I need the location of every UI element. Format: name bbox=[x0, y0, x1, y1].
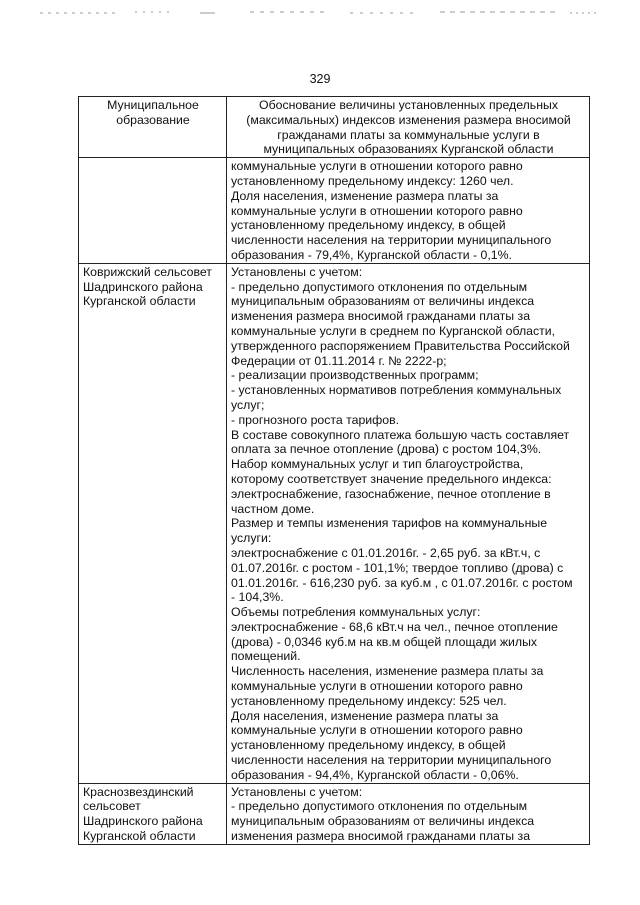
text-line: - 104,3%. bbox=[231, 590, 284, 605]
header-justification bbox=[227, 97, 590, 158]
municipality-line: Курганской области bbox=[83, 829, 196, 844]
text-line: численности населения на территории муниципального bbox=[231, 233, 552, 248]
table-row bbox=[79, 158, 590, 264]
header-line: (максимальных) индексов изменения размера вносимой bbox=[246, 112, 571, 127]
text-line: - предельно допустимого отклонения по отдельным bbox=[231, 799, 528, 814]
header-line: гражданами платы за коммунальные услуги в bbox=[277, 127, 540, 142]
text-line: образования - 94,4%, Курганской области - 0,06%. bbox=[231, 767, 519, 782]
text-line: утвержденного распоряжением Правительства Российской bbox=[231, 338, 570, 353]
text-line: оплата за печное отопление (дрова) с ростом 104,3%. bbox=[231, 442, 542, 457]
text-line: установленному предельному индексу, в общей bbox=[231, 738, 506, 753]
text-line: установленному предельному индексу: 1260 чел. bbox=[231, 173, 514, 188]
municipality-line: сельсовет bbox=[83, 799, 141, 814]
table-header-row bbox=[79, 97, 590, 158]
text-line: Федерации от 01.11.2014 г. № 2222-р; bbox=[231, 353, 447, 368]
header-line: Муниципальное bbox=[107, 98, 199, 112]
scan-artifact-marks bbox=[0, 0, 640, 30]
page-number: 329 bbox=[309, 72, 331, 86]
text-line: изменения размера вносимой гражданами платы за bbox=[231, 309, 531, 324]
municipality-line: Краснозвездинский bbox=[83, 784, 194, 799]
header-line: образование bbox=[116, 112, 190, 127]
municipality-line: Шадринского района bbox=[83, 814, 203, 829]
municipality-line: Шадринского района bbox=[83, 279, 203, 294]
text-line: Набор коммунальных услуг и тип благоустройства, bbox=[231, 457, 524, 472]
text-line: коммунальные услуги в отношении которого равно bbox=[231, 723, 523, 738]
text-line: Установлены с учетом: bbox=[231, 264, 363, 279]
table-row bbox=[79, 263, 590, 783]
text-line: коммунальные услуги в отношении которого равно bbox=[231, 679, 523, 694]
justification-cell bbox=[227, 158, 590, 264]
text-line: образования - 79,4%, Курганской области - 0,1%. bbox=[231, 247, 512, 262]
text-line: изменения размера вносимой гражданами платы за bbox=[231, 829, 531, 844]
text-line: муниципальным образованиям от величины индекса bbox=[231, 814, 535, 829]
text-line: Численность населения, изменение размера платы за bbox=[231, 664, 544, 679]
text-line: помещений. bbox=[231, 649, 301, 664]
text-line: численности населения на территории муниципального bbox=[231, 753, 552, 768]
header-line: муниципальных образованиях Курганской области bbox=[263, 142, 554, 157]
municipality-line: Коврижский сельсовет bbox=[83, 264, 212, 279]
justification-cell bbox=[227, 783, 590, 844]
municipality-line: Курганской области bbox=[83, 294, 196, 309]
header-line: Обоснование величины установленных предельных bbox=[259, 98, 558, 112]
text-line: установленному предельному индексу: 525 чел. bbox=[231, 693, 507, 708]
text-line: (дрова) - 0,0346 куб.м на кв.м общей площади жилых bbox=[231, 634, 538, 649]
text-line: Доля населения, изменение размера платы за bbox=[231, 708, 499, 723]
text-line: коммунальные услуги в среднем по Курганской области, bbox=[231, 323, 556, 338]
text-line: Доля населения, изменение размера платы за bbox=[231, 188, 499, 203]
header-municipality bbox=[79, 97, 227, 158]
text-line: электроснабжение - 68,6 кВт.ч на чел., печное отопление bbox=[231, 619, 558, 634]
text-line: Размер и темпы изменения тарифов на коммунальные bbox=[231, 516, 548, 531]
text-line: коммунальные услуги в отношении которого равно bbox=[231, 203, 523, 218]
text-line: частном доме. bbox=[231, 501, 315, 516]
text-line: Объемы потребления коммунальных услуг: bbox=[231, 605, 481, 620]
text-line: услуг; bbox=[231, 397, 265, 412]
text-line: - предельно допустимого отклонения по отдельным bbox=[231, 279, 528, 294]
text-line: муниципальным образованиям от величины индекса bbox=[231, 294, 535, 309]
table-row bbox=[79, 783, 590, 844]
text-line: 01.01.2016г. - 616,230 руб. за куб.м , с 01.07.2016г. с ростом bbox=[231, 575, 573, 590]
justification-cell bbox=[227, 263, 590, 783]
text-line: электроснабжение с 01.01.2016г. - 2,65 руб. за кВт.ч, с bbox=[231, 545, 541, 560]
text-line: - установленных нормативов потребления коммунальных bbox=[231, 383, 562, 398]
text-line: коммунальные услуги в отношении которого равно bbox=[231, 159, 523, 174]
text-line: В составе совокупного платежа большую часть составляет bbox=[231, 427, 570, 442]
municipality-cell bbox=[79, 263, 227, 783]
municipality-cell bbox=[79, 158, 227, 264]
text-line: услуги: bbox=[231, 531, 272, 546]
text-line: 01.07.2016г. с ростом - 101,1%; твердое топливо (дрова) с bbox=[231, 560, 564, 575]
text-line: Установлены с учетом: bbox=[231, 784, 363, 799]
text-line: - прогнозного роста тарифов. bbox=[231, 412, 400, 427]
text-line: которому соответствует значение предельного индекса: bbox=[231, 471, 552, 486]
justification-table bbox=[78, 96, 590, 845]
municipality-cell bbox=[79, 783, 227, 844]
text-line: установленному предельному индексу, в общей bbox=[231, 218, 506, 233]
text-line: - реализации производственных программ; bbox=[231, 368, 479, 383]
text-line: электроснабжение, газоснабжение, печное отопление в bbox=[231, 486, 551, 501]
